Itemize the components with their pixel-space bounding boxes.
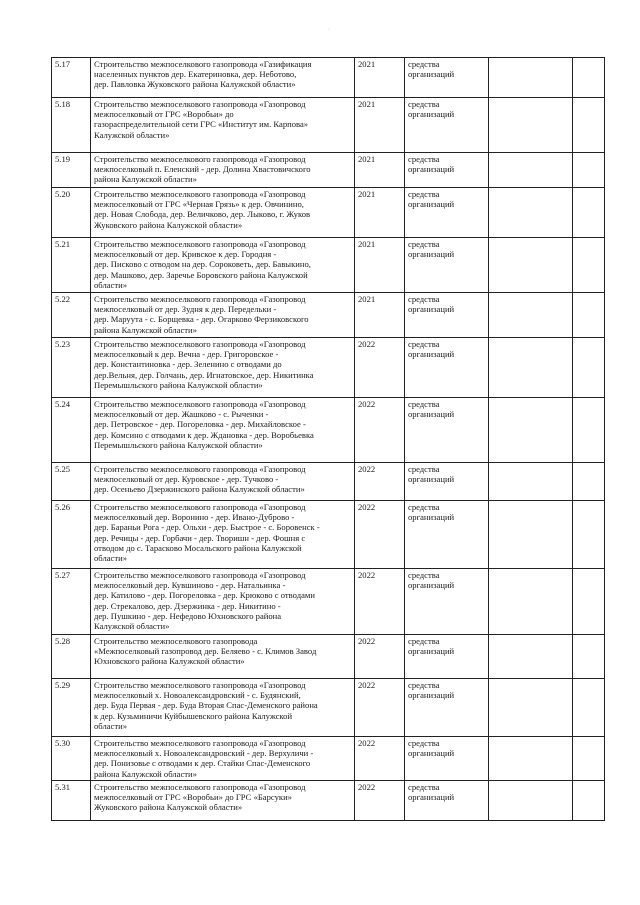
funding-source xyxy=(405,293,489,338)
description-line: дер. Стрекалово, дер. Дзержинка - дер. Никитино - xyxy=(94,600,281,611)
empty-cell xyxy=(489,635,573,679)
row-number: 5.29 xyxy=(52,679,91,737)
table-row xyxy=(52,679,605,737)
implementation-year: 2021 xyxy=(355,98,405,153)
empty-cell xyxy=(573,781,605,821)
description-line: Строительство межпоселкового газопровода «Газопровод xyxy=(94,294,306,304)
funding-source-line: организаций xyxy=(408,748,455,759)
project-description xyxy=(91,338,355,398)
page-mark: · xyxy=(328,27,331,33)
funding-source xyxy=(405,501,489,569)
description-line: Юхновского района Калужской области» xyxy=(94,656,245,667)
row-number: 5.17 xyxy=(52,58,91,98)
description-line: Жуковского района Калужской области» xyxy=(94,802,243,813)
description-line: межпоселковый от дер. Кривское к дер. Городня - xyxy=(94,249,277,260)
empty-cell xyxy=(489,501,573,569)
funding-source-line: организаций xyxy=(408,646,455,657)
gas-pipeline-table xyxy=(51,57,605,821)
funding-source-line: средства xyxy=(408,680,440,690)
empty-cell xyxy=(573,238,605,293)
row-number: 5.27 xyxy=(52,569,91,635)
funding-source-line: средства xyxy=(408,99,440,109)
project-description xyxy=(91,501,355,569)
empty-cell xyxy=(573,398,605,463)
row-number: 5.22 xyxy=(52,293,91,338)
empty-cell xyxy=(489,98,573,153)
description-line: межпоселковый от ГРС «Воробьи» до xyxy=(94,109,234,120)
funding-source-line: средства xyxy=(408,570,440,580)
description-line: области» xyxy=(94,553,128,564)
empty-cell xyxy=(573,98,605,153)
implementation-year: 2022 xyxy=(355,398,405,463)
description-line: газораспределительной сети ГРС «Институт им. Карпова» xyxy=(94,119,309,130)
description-line: района Калужской области» xyxy=(94,324,197,335)
empty-cell xyxy=(489,569,573,635)
implementation-year: 2022 xyxy=(355,781,405,821)
description-line: Строительство межпоселкового газопровода «Газопровод xyxy=(94,189,306,199)
table-row xyxy=(52,501,605,569)
description-line: межпоселковый п. Еленский - дер. Долина Хвастовичского xyxy=(94,164,311,175)
funding-source-line: средства xyxy=(408,738,440,748)
empty-cell xyxy=(489,679,573,737)
implementation-year: 2021 xyxy=(355,188,405,238)
empty-cell xyxy=(489,338,573,398)
description-line: межпоселковый к дер. Вечна - дер. Григоровское - xyxy=(94,349,279,360)
funding-source-line: организаций xyxy=(408,409,455,420)
project-description xyxy=(91,293,355,338)
description-line: межпоселковый дер. Воронино - дер. Ивано-Дуброво - xyxy=(94,512,295,523)
project-description xyxy=(91,398,355,463)
description-line: дер. Маруута - с. Борщевка - дер. Огарково Ферзиковского xyxy=(94,314,309,325)
project-description xyxy=(91,153,355,188)
funding-source-line: организаций xyxy=(408,109,455,120)
row-number: 5.21 xyxy=(52,238,91,293)
funding-source-line: организаций xyxy=(408,512,455,523)
description-line: района Калужской области» xyxy=(94,174,197,185)
row-number: 5.20 xyxy=(52,188,91,238)
project-description xyxy=(91,737,355,781)
implementation-year: 2022 xyxy=(355,679,405,737)
description-line: дер. Павловка Жуковского района Калужской области» xyxy=(94,79,296,90)
description-line: межпоселковый от дер. Куровское - дер. Тучково - xyxy=(94,474,279,485)
row-number: 5.28 xyxy=(52,635,91,679)
empty-cell xyxy=(489,188,573,238)
description-line: области» xyxy=(94,279,128,290)
empty-cell xyxy=(573,293,605,338)
funding-source-line: организаций xyxy=(408,249,455,260)
funding-source-line: организаций xyxy=(408,580,455,591)
funding-source-line: организаций xyxy=(408,792,455,803)
funding-source xyxy=(405,338,489,398)
project-description xyxy=(91,463,355,501)
empty-cell xyxy=(489,463,573,501)
table-row xyxy=(52,58,605,98)
empty-cell xyxy=(573,569,605,635)
description-line: межпоселковый от ГРС «Черная Грязь» к дер. Овчинино, xyxy=(94,199,304,210)
funding-source-line: средства xyxy=(408,782,440,792)
table-row xyxy=(52,569,605,635)
description-line: дер. Машково, дер. Заречье Боровского района Калужской xyxy=(94,269,308,280)
description-line: Строительство межпоселкового газопровода xyxy=(94,636,258,646)
description-line: межпоселковый дер. Кувшиново - дер. Натальинка - xyxy=(94,580,286,591)
description-line: межпоселковый от ГРС «Воробьи» до ГРС «Барсуки» xyxy=(94,792,292,803)
funding-source xyxy=(405,238,489,293)
empty-cell xyxy=(489,153,573,188)
description-line: Строительство межпоселкового газопровода «Газификация xyxy=(94,59,312,69)
description-line: Строительство межпоселкового газопровода «Газопровод xyxy=(94,339,306,349)
description-line: межпоселковый от дер. Жашково - с. Рыченки - xyxy=(94,409,269,420)
empty-cell xyxy=(573,58,605,98)
table-row xyxy=(52,238,605,293)
empty-cell xyxy=(489,58,573,98)
description-line: Калужской области» xyxy=(94,129,170,140)
table-row xyxy=(52,398,605,463)
funding-source-line: организаций xyxy=(408,199,455,210)
row-number: 5.25 xyxy=(52,463,91,501)
empty-cell xyxy=(489,238,573,293)
row-number: 5.24 xyxy=(52,398,91,463)
table-row xyxy=(52,463,605,501)
description-line: Перемышльского района Калужской области» xyxy=(94,439,263,450)
implementation-year: 2021 xyxy=(355,58,405,98)
description-line: Строительство межпоселкового газопровода «Газопровод xyxy=(94,680,306,690)
description-line: Жуковского района Калужской области» xyxy=(94,219,243,230)
description-line: дер. Новая Слобода, дер. Величково, дер. Лыково, г. Жуков xyxy=(94,209,311,220)
empty-cell xyxy=(573,463,605,501)
description-line: Строительство межпоселкового газопровода «Газопровод xyxy=(94,502,306,512)
implementation-year: 2022 xyxy=(355,338,405,398)
project-description xyxy=(91,569,355,635)
description-line: дер. Петровское - дер. Погореловка - дер. Михайловское - xyxy=(94,419,306,430)
funding-source-line: организаций xyxy=(408,304,455,315)
funding-source-line: средства xyxy=(408,399,440,409)
description-line: населенных пунктов дер. Екатериновка, дер. Неботово, xyxy=(94,69,297,80)
funding-source-line: организаций xyxy=(408,474,455,485)
table-row xyxy=(52,635,605,679)
project-description xyxy=(91,58,355,98)
funding-source xyxy=(405,398,489,463)
funding-source xyxy=(405,569,489,635)
description-line: межпоселковый х. Новоалександровский - с. Будянский, xyxy=(94,690,301,701)
funding-source xyxy=(405,58,489,98)
row-number: 5.26 xyxy=(52,501,91,569)
description-line: района Калужской области» xyxy=(94,768,197,779)
empty-cell xyxy=(573,153,605,188)
description-line: отводом до с. Тарасково Мосальского района Калужской xyxy=(94,542,302,553)
description-line: Строительство межпоселкового газопровода «Газопровод xyxy=(94,239,306,249)
description-line: дер.Вельня, дер. Голчань, дер. Игнатовское, дер. Никитинка xyxy=(94,369,314,380)
row-number: 5.18 xyxy=(52,98,91,153)
description-line: Калужской области» xyxy=(94,621,170,632)
funding-source-line: организаций xyxy=(408,164,455,175)
description-line: дер. Пушкино - дер. Нефедово Юхновского района xyxy=(94,610,282,621)
row-number: 5.23 xyxy=(52,338,91,398)
funding-source xyxy=(405,781,489,821)
empty-cell xyxy=(489,781,573,821)
description-line: Строительство межпоселкового газопровода «Газопровод xyxy=(94,570,306,580)
description-line: дер. Понизовье с отводами к дер. Стайки Спас-Деменского xyxy=(94,758,311,769)
project-description xyxy=(91,188,355,238)
project-description xyxy=(91,679,355,737)
description-line: дер. Осеньево Дзержинского района Калужской области» xyxy=(94,484,305,495)
description-line: Строительство межпоселкового газопровода «Газопровод xyxy=(94,782,306,792)
row-number: 5.19 xyxy=(52,153,91,188)
implementation-year: 2022 xyxy=(355,635,405,679)
description-line: к дер. Кузьминичи Куйбышевского района Калужской xyxy=(94,710,293,721)
funding-source-line: средства xyxy=(408,636,440,646)
empty-cell xyxy=(573,338,605,398)
description-line: дер. Константиновка - дер. Зеленино с отводами до xyxy=(94,359,282,370)
table-body xyxy=(52,58,605,821)
funding-source xyxy=(405,635,489,679)
empty-cell xyxy=(573,635,605,679)
description-line: Строительство межпоселкового газопровода «Газопровод xyxy=(94,399,306,409)
implementation-year: 2021 xyxy=(355,293,405,338)
description-line: Перемышльского района Калужской области» xyxy=(94,379,263,390)
funding-source-line: средства xyxy=(408,59,440,69)
description-line: дер. Буда Первая - дер. Буда Вторая Спас-Деменского района xyxy=(94,700,318,711)
table-row xyxy=(52,188,605,238)
implementation-year: 2022 xyxy=(355,569,405,635)
table-row xyxy=(52,781,605,821)
description-line: дер. Комсино с отводами к дер. Ждановка - дер. Воробьевка xyxy=(94,429,314,440)
table-row xyxy=(52,737,605,781)
empty-cell xyxy=(573,679,605,737)
funding-source-line: средства xyxy=(408,464,440,474)
description-line: Строительство межпоселкового газопровода «Газопровод xyxy=(94,738,306,748)
implementation-year: 2022 xyxy=(355,501,405,569)
implementation-year: 2021 xyxy=(355,238,405,293)
description-line: Строительство межпоселкового газопровода «Газопровод xyxy=(94,464,306,474)
implementation-year: 2022 xyxy=(355,737,405,781)
funding-source-line: организаций xyxy=(408,690,455,701)
table-row xyxy=(52,338,605,398)
funding-source xyxy=(405,98,489,153)
implementation-year: 2021 xyxy=(355,153,405,188)
description-line: дер. Писково с отводом на дер. Сороковеть, дер. Бавыкино, xyxy=(94,259,311,270)
description-line: дер. Бараньи Рога - дер. Ольхи - дер. Быстрое - с. Боровенск - xyxy=(94,522,320,533)
funding-source-line: средства xyxy=(408,502,440,512)
project-description xyxy=(91,238,355,293)
funding-source-line: средства xyxy=(408,339,440,349)
project-description xyxy=(91,781,355,821)
funding-source xyxy=(405,679,489,737)
description-line: Строительство межпоселкового газопровода «Газопровод xyxy=(94,154,306,164)
table-row xyxy=(52,153,605,188)
project-description xyxy=(91,98,355,153)
empty-cell xyxy=(573,501,605,569)
description-line: области» xyxy=(94,720,128,731)
description-line: межпоселковый х. Новоалександровский - дер. Верхуличи - xyxy=(94,748,314,759)
project-description xyxy=(91,635,355,679)
funding-source-line: средства xyxy=(408,154,440,164)
funding-source-line: средства xyxy=(408,189,440,199)
row-number: 5.31 xyxy=(52,781,91,821)
implementation-year: 2022 xyxy=(355,463,405,501)
funding-source xyxy=(405,737,489,781)
table-row xyxy=(52,98,605,153)
description-line: дер. Речицы - дер. Горбачи - дер. Творишн - дер. Фошня с xyxy=(94,532,306,543)
description-line: межпоселковый от дер. Зудня к дер. Передельки - xyxy=(94,304,277,315)
funding-source-line: организаций xyxy=(408,69,455,80)
empty-cell xyxy=(489,398,573,463)
empty-cell xyxy=(573,737,605,781)
description-line: «Межпоселковый газопровод дер. Беляево - с. Климов Завод xyxy=(94,646,317,657)
description-line: дер. Катилово - дер. Погореловка - дер. Крюково с отводами xyxy=(94,590,315,601)
table-row xyxy=(52,293,605,338)
funding-source xyxy=(405,463,489,501)
funding-source xyxy=(405,153,489,188)
empty-cell xyxy=(489,737,573,781)
row-number: 5.30 xyxy=(52,737,91,781)
funding-source-line: организаций xyxy=(408,349,455,360)
empty-cell xyxy=(573,188,605,238)
funding-source-line: средства xyxy=(408,294,440,304)
description-line: Строительство межпоселкового газопровода «Газопровод xyxy=(94,99,306,109)
funding-source-line: средства xyxy=(408,239,440,249)
empty-cell xyxy=(489,293,573,338)
funding-source xyxy=(405,188,489,238)
